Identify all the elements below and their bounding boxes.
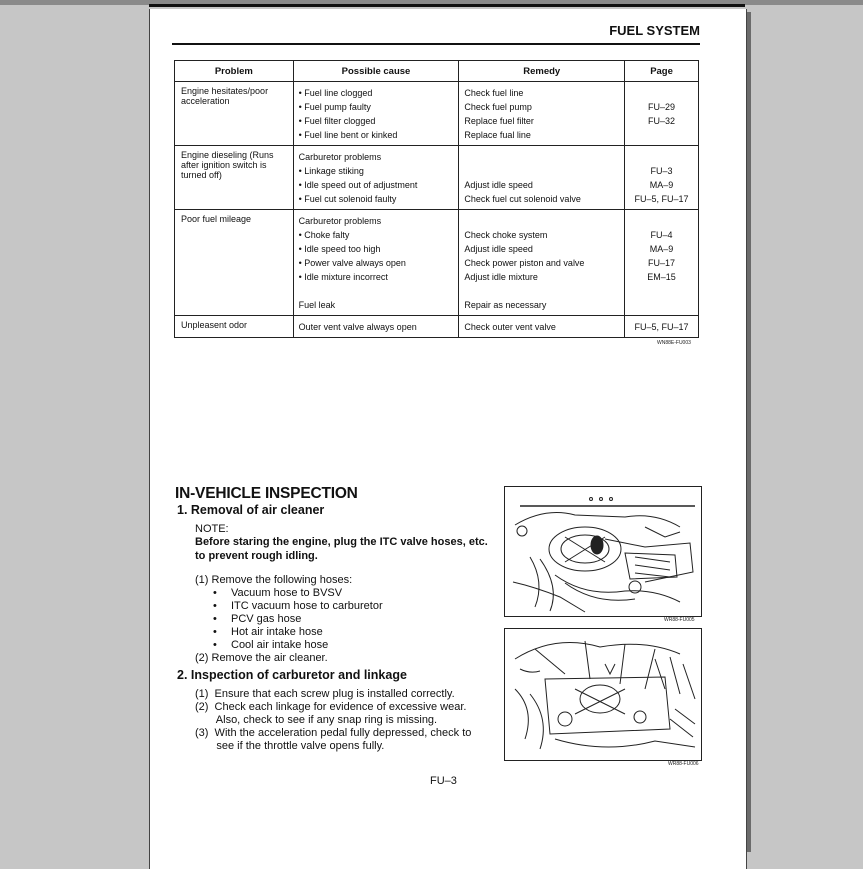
note-text: Before staring the engine, plug the ITC valve hoses, etc. to prevent rough idling. [195,536,488,562]
remedie-line: Replace fual line [464,130,531,140]
step1-sub1: (1) Remove the following hoses: [195,574,353,586]
step1-sub2: (2) Remove the air cleaner. [195,652,328,664]
cause-line: Carburetor problems [298,152,382,162]
cause-line: • Fuel line bent or kinked [298,130,398,140]
page-line: MA–9 [649,180,674,190]
cell-remedies [459,146,625,210]
troubleshooting-table [174,60,699,338]
section-title: FUEL SYSTEM [609,23,700,38]
step2-line: (2) Check each linkage for evidence of excessive wear. [195,701,467,713]
remedie-line: Check fuel cut solenoid valve [464,194,581,204]
bullet-icon: • [213,626,217,638]
col-header-page: Page [625,61,699,82]
page-line [625,128,698,142]
bullet-icon: • [213,613,217,625]
step2-title: 2. Inspection of carburetor and linkage [177,668,407,682]
step2-line: (1) Ensure that each screw plug is installed correctly. [195,688,455,700]
hose-name: PCV gas hose [231,613,302,625]
table-row [175,316,699,338]
cell-problem [175,82,294,146]
bullet-icon: • [213,600,217,612]
figure-carburetor [504,628,702,761]
remedie-line: Adjust idle mixture [464,272,538,282]
inspection-title: IN-VEHICLE INSPECTION [175,485,358,502]
cell-pages [625,316,699,338]
problem-text: Engine dieseling (Runs after ignition switch is turned off) [181,150,274,180]
table-row [175,146,699,210]
remedie-line [464,284,624,298]
remedie-line [464,214,624,228]
hose-list-item [213,587,342,600]
step2-line: Also, check to see if any snap ring is missing. [195,714,438,726]
cell-causes [293,210,459,316]
step2-line: (3) With the acceleration pedal fully depressed, check to [195,727,472,739]
hose-name: Cool air intake hose [231,639,329,651]
table-header-row [175,61,699,82]
col-header-problem: Problem [175,61,294,82]
remedie-line: Check outer vent valve [464,322,556,332]
remedie-line: Check fuel line [464,88,524,98]
remedie-line: Check choke system [464,230,548,240]
step1-title: 1. Removal of air cleaner [177,503,325,517]
page-line: MA–9 [649,244,674,254]
header-rule [172,43,700,45]
cause-line: • Idle speed out of adjustment [298,180,418,190]
page-line [625,298,698,312]
remedie-line: Adjust idle speed [464,180,533,190]
cause-line: Outer vent valve always open [298,322,417,332]
document-page [149,9,747,869]
problem-text: Unpleasent odor [181,320,248,330]
hose-name: Hot air intake hose [231,626,323,638]
page-line [625,150,698,164]
note-label: NOTE: [195,523,229,535]
step2-line: see if the throttle valve opens fully. [195,740,385,752]
page-line: FU–32 [648,116,676,126]
cell-remedies [459,210,625,316]
viewer-top-line [149,4,745,7]
cause-line: • Linkage stiking [298,166,364,176]
cell-pages [625,146,699,210]
cell-causes [293,316,459,338]
remedie-line: Adjust idle speed [464,244,533,254]
engine-bay-illustration-1 [505,487,701,616]
remedie-line: Repair as necessary [464,300,547,310]
remedie-line: Check power piston and valve [464,258,585,268]
col-header-cause: Possible cause [293,61,459,82]
bullet-icon: • [213,639,217,651]
page-line: FU–5, FU–17 [634,322,689,332]
cause-line: • Idle speed too high [298,244,381,254]
page-line [625,284,698,298]
cause-line: • Fuel cut solenoid faulty [298,194,397,204]
remedie-line [464,150,624,164]
cause-line: • Choke falty [298,230,350,240]
hose-list-item [213,626,323,639]
page-line: FU–17 [648,258,676,268]
problem-text: Engine hesitates/poor acceleration [181,86,269,106]
problem-text: Poor fuel mileage [181,214,252,224]
cell-remedies [459,82,625,146]
cell-problem [175,146,294,210]
table-row [175,82,699,146]
page-line [625,214,698,228]
cell-causes [293,82,459,146]
cell-pages [625,210,699,316]
page-line: FU–29 [648,102,676,112]
cell-problem [175,210,294,316]
remedie-line: Replace fuel filter [464,116,534,126]
hose-list-item [213,613,301,626]
remedie-line [464,164,624,178]
hose-list-item [213,600,383,613]
cause-line: Carburetor problems [298,216,382,226]
page-line: FU–4 [650,230,673,240]
hose-list-item [213,639,328,652]
figure1-code: WR88-FU005 [664,617,695,623]
cause-line: • Fuel line clogged [298,88,373,98]
table-code: WN88E-FU003 [657,340,691,346]
cause-line: • Power valve always open [298,258,406,268]
bullet-icon: • [213,587,217,599]
page-line [625,86,698,100]
hose-name: ITC vacuum hose to carburetor [231,600,383,612]
figure-air-cleaner [504,486,702,617]
cell-causes [293,146,459,210]
figure2-code: WR88-FU006 [668,761,699,767]
table-row [175,210,699,316]
cause-line: • Idle mixture incorrect [298,272,388,282]
page-line: FU–3 [650,166,673,176]
page-line: EM–15 [647,272,676,282]
cell-remedies [459,316,625,338]
cause-line [299,284,459,298]
col-header-remedy: Remedy [459,61,625,82]
cause-line: • Fuel filter clogged [298,116,376,126]
page-number: FU–3 [430,775,457,787]
cause-line: • Fuel pump faulty [298,102,371,112]
cell-problem [175,316,294,338]
page-line: FU–5, FU–17 [634,194,689,204]
remedie-line: Check fuel pump [464,102,532,112]
hose-name: Vacuum hose to BVSV [231,587,343,599]
cause-line: Fuel leak [298,300,336,310]
cell-pages [625,82,699,146]
engine-bay-illustration-2 [505,629,701,760]
